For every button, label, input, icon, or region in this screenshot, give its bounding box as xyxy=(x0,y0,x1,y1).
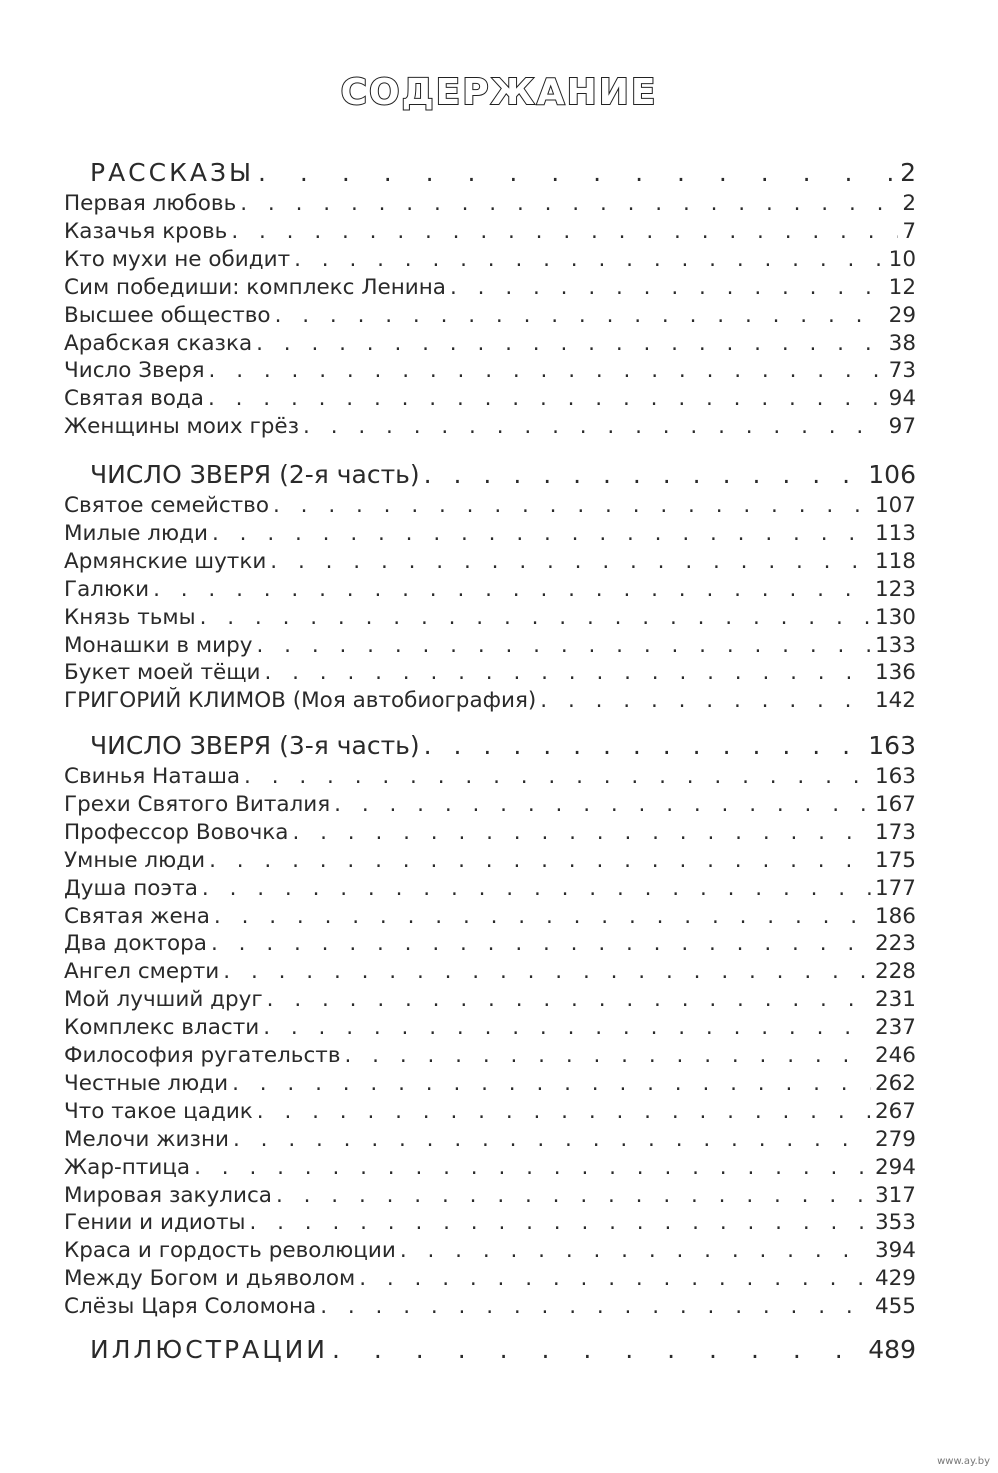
entry-page-number: 142 xyxy=(874,688,916,713)
entry-page-number: 94 xyxy=(888,386,916,411)
entry-title: Казачья кровь xyxy=(64,219,228,244)
dot-leader xyxy=(273,492,871,520)
toc-entry xyxy=(64,548,916,576)
entry-title: Букет моей тёщи xyxy=(64,660,261,685)
entry-title: Комплекс власти xyxy=(64,1015,260,1040)
entry-page-number: 294 xyxy=(874,1155,916,1180)
dot-leader xyxy=(264,659,871,687)
entry-page-number: 123 xyxy=(874,577,916,602)
toc-section-heading xyxy=(64,1333,916,1367)
entry-title: ГРИГОРИЙ КЛИМОВ (Моя автобиография) xyxy=(64,688,537,713)
entry-title: Милые люди xyxy=(64,521,208,546)
dot-leader xyxy=(208,385,885,413)
dot-leader xyxy=(249,1209,871,1237)
entry-title: Профессор Вовочка xyxy=(64,820,289,845)
entry-page-number: 231 xyxy=(874,987,916,1012)
entry-title: Мой лучший друг xyxy=(64,987,263,1012)
entry-title: Высшее общество xyxy=(64,303,271,328)
dot-leader xyxy=(256,330,885,358)
toc-entry xyxy=(64,1265,916,1293)
dot-leader xyxy=(209,357,885,385)
entry-title: Что такое цадик xyxy=(64,1099,253,1124)
entry-page-number: 429 xyxy=(874,1266,916,1291)
section-page-number: 106 xyxy=(868,460,916,489)
entry-page-number: 7 xyxy=(902,219,916,244)
entry-page-number: 237 xyxy=(874,1015,916,1040)
toc-entry xyxy=(64,357,916,385)
section-page-number: 163 xyxy=(868,731,916,760)
dot-leader xyxy=(267,986,871,1014)
entry-page-number: 223 xyxy=(874,931,916,956)
dot-leader xyxy=(263,1014,871,1042)
dot-leader xyxy=(257,1098,871,1126)
entry-title: Мировая закулиса xyxy=(64,1183,272,1208)
toc-entry xyxy=(64,492,916,520)
entry-page-number: 175 xyxy=(874,848,916,873)
toc-entry xyxy=(64,385,916,413)
entry-page-number: 113 xyxy=(874,521,916,546)
toc-entry xyxy=(64,1014,916,1042)
section-page-number: 2 xyxy=(900,158,916,187)
toc-entry xyxy=(64,1070,916,1098)
entry-page-number: 267 xyxy=(874,1099,916,1124)
dot-leader xyxy=(424,729,865,763)
dot-leader xyxy=(214,903,871,931)
toc-entry xyxy=(64,1293,916,1321)
section-title: РАССКАЗЫ xyxy=(90,158,255,187)
entry-page-number: 173 xyxy=(874,820,916,845)
dot-leader xyxy=(276,1182,871,1210)
entry-page-number: 177 xyxy=(874,876,916,901)
toc-entry xyxy=(64,576,916,604)
entry-page-number: 10 xyxy=(888,247,916,272)
toc-entry xyxy=(64,1182,916,1210)
entry-page-number: 262 xyxy=(874,1071,916,1096)
entry-title: Два доктора xyxy=(64,931,207,956)
dot-leader xyxy=(294,246,885,274)
entry-page-number: 133 xyxy=(874,633,916,658)
toc-entry xyxy=(64,1098,916,1126)
entry-title: Число Зверя xyxy=(64,358,205,383)
dot-leader xyxy=(320,1293,871,1321)
toc-entry xyxy=(64,1237,916,1265)
toc-entry xyxy=(64,246,916,274)
entry-page-number: 38 xyxy=(888,331,916,356)
section-title: ИЛЛЮСТРАЦИИ xyxy=(90,1335,329,1364)
toc-entry xyxy=(64,274,916,302)
toc-section-heading xyxy=(64,729,916,763)
entry-title: Слёзы Царя Соломона xyxy=(64,1294,317,1319)
dot-leader xyxy=(233,1126,871,1154)
dot-leader xyxy=(256,632,870,660)
entry-page-number: 353 xyxy=(874,1210,916,1235)
entry-page-number: 163 xyxy=(874,764,916,789)
entry-title: Арабская сказка xyxy=(64,331,253,356)
toc-entry xyxy=(64,958,916,986)
toc-entry xyxy=(64,763,916,791)
entry-title: Душа поэта xyxy=(64,876,198,901)
entry-page-number: 2 xyxy=(902,191,916,216)
toc-entry xyxy=(64,1154,916,1182)
dot-leader xyxy=(232,1070,871,1098)
entry-page-number: 12 xyxy=(888,275,916,300)
entry-title: Грехи Святого Виталия xyxy=(64,792,331,817)
toc-entry xyxy=(64,875,916,903)
entry-title: Между Богом и дьяволом xyxy=(64,1266,356,1291)
toc-entry xyxy=(64,604,916,632)
entry-page-number: 118 xyxy=(874,549,916,574)
dot-leader xyxy=(275,302,885,330)
entry-title: Философия ругательств xyxy=(64,1043,341,1068)
dot-leader xyxy=(231,218,898,246)
dot-leader xyxy=(212,520,871,548)
dot-leader xyxy=(209,847,871,875)
entry-title: Первая любовь xyxy=(64,191,237,216)
entry-title: Армянские шутки xyxy=(64,549,267,574)
entry-title: Честные люди xyxy=(64,1071,229,1096)
entry-title: Жар-птица xyxy=(64,1155,191,1180)
dot-leader xyxy=(270,548,871,576)
entry-title: Умные люди xyxy=(64,848,206,873)
entry-title: Святая жена xyxy=(64,904,210,929)
toc-section-heading xyxy=(64,156,916,190)
toc-entry xyxy=(64,218,916,246)
entry-page-number: 107 xyxy=(874,493,916,518)
dot-leader xyxy=(359,1265,871,1293)
entry-page-number: 246 xyxy=(874,1043,916,1068)
entry-title: Гении и идиоты xyxy=(64,1210,246,1235)
page-title: СОДЕРЖАНИЕ xyxy=(340,72,658,113)
entry-title: Мелочи жизни xyxy=(64,1127,229,1152)
entry-page-number: 130 xyxy=(874,605,916,630)
entry-page-number: 394 xyxy=(874,1238,916,1263)
toc-entry xyxy=(64,632,916,660)
dot-leader xyxy=(240,190,898,218)
toc-entry xyxy=(64,1209,916,1237)
entry-title: Монашки в миру xyxy=(64,633,253,658)
entry-page-number: 73 xyxy=(888,358,916,383)
toc-entry xyxy=(64,520,916,548)
toc-entry xyxy=(64,930,916,958)
entry-title: Святая вода xyxy=(64,386,204,411)
entry-title: Ангел смерти xyxy=(64,959,220,984)
dot-leader xyxy=(334,791,871,819)
section-page-number: 489 xyxy=(868,1335,916,1364)
watermark: www.ay.by xyxy=(937,1456,990,1467)
dot-leader xyxy=(345,1042,871,1070)
entry-title: Женщины моих грёз xyxy=(64,414,300,439)
dot-leader xyxy=(303,413,885,441)
section-title: ЧИСЛО ЗВЕРЯ (3-я часть) xyxy=(90,731,420,760)
dot-leader xyxy=(153,576,871,604)
dot-leader xyxy=(332,1333,864,1367)
toc-entry xyxy=(64,847,916,875)
entry-page-number: 228 xyxy=(874,959,916,984)
dot-leader xyxy=(211,930,871,958)
dot-leader xyxy=(244,763,871,791)
toc-entry xyxy=(64,791,916,819)
toc-entry xyxy=(64,903,916,931)
toc-entry xyxy=(64,659,916,687)
entry-page-number: 279 xyxy=(874,1127,916,1152)
entry-page-number: 455 xyxy=(874,1294,916,1319)
section-title: ЧИСЛО ЗВЕРЯ (2-я часть) xyxy=(90,460,420,489)
toc-entry xyxy=(64,819,916,847)
entry-title: Князь тьмы xyxy=(64,605,196,630)
entry-title: Свинья Наташа xyxy=(64,764,241,789)
toc-entry xyxy=(64,330,916,358)
dot-leader xyxy=(292,819,871,847)
toc-entry xyxy=(64,1126,916,1154)
toc-entry xyxy=(64,190,916,218)
dot-leader xyxy=(400,1237,871,1265)
dot-leader xyxy=(200,604,871,632)
dot-leader xyxy=(258,156,896,190)
entry-title: Сим победиши: комплекс Ленина xyxy=(64,275,446,300)
entry-page-number: 317 xyxy=(874,1183,916,1208)
entry-page-number: 167 xyxy=(874,792,916,817)
dot-leader xyxy=(202,875,871,903)
dot-leader xyxy=(223,958,871,986)
entry-page-number: 97 xyxy=(888,414,916,439)
entry-title: Галюки xyxy=(64,577,150,602)
dot-leader xyxy=(194,1154,871,1182)
entry-page-number: 29 xyxy=(888,303,916,328)
entry-page-number: 186 xyxy=(874,904,916,929)
toc-entry xyxy=(64,302,916,330)
entry-page-number: 136 xyxy=(874,660,916,685)
entry-title: Краса и гордость революции xyxy=(64,1238,396,1263)
dot-leader xyxy=(540,687,871,715)
entry-title: Святое семейство xyxy=(64,493,269,518)
dot-leader xyxy=(450,274,885,302)
toc-entry xyxy=(64,687,916,715)
toc-entry xyxy=(64,413,916,441)
entry-title: Кто мухи не обидит xyxy=(64,247,291,272)
dot-leader xyxy=(424,458,865,492)
toc-entry xyxy=(64,986,916,1014)
toc-entry xyxy=(64,1042,916,1070)
toc-section-heading xyxy=(64,458,916,492)
